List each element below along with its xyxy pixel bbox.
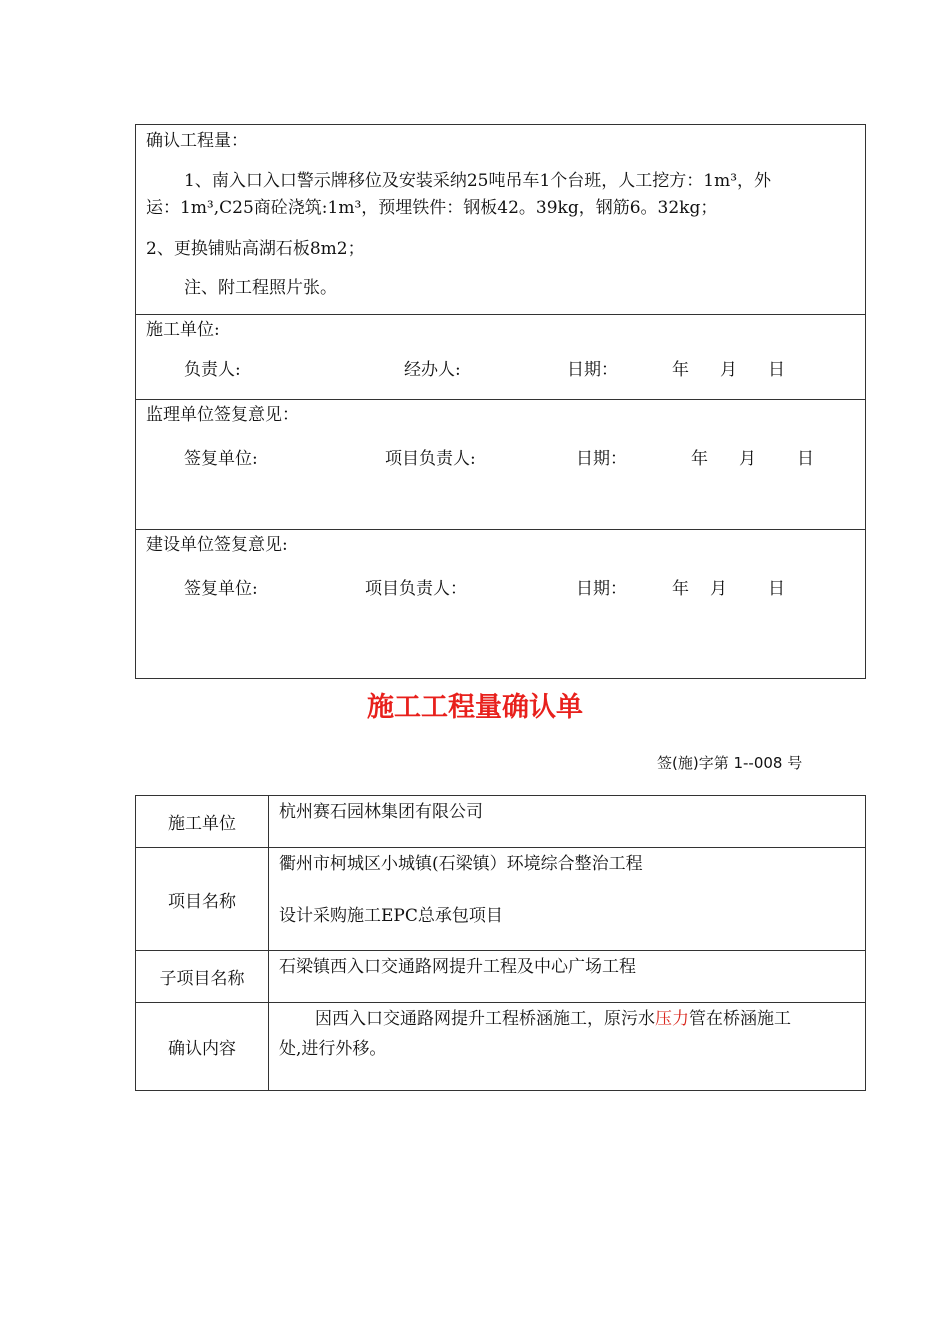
divider — [136, 314, 865, 315]
project-name-line1: 衢州市柯城区小城镇(石梁镇）环境综合整治工程 — [279, 854, 643, 874]
table-row — [136, 796, 866, 848]
contractor-month-label: 月 — [720, 360, 737, 380]
quantity-item1-line2: 运：1m³,C25商砼浇筑:1m³，预埋铁件：钢板42。39kg，钢筋6。32kg； — [146, 198, 718, 218]
quantity-heading: 确认工程量： — [146, 131, 248, 151]
supervisor-project-manager-label: 项目负责人: — [385, 449, 476, 469]
confirm-content-cell — [269, 1003, 866, 1091]
project-name-cell — [269, 848, 866, 951]
contractor-date-label: 日期： — [567, 360, 618, 380]
construction-unit-cell — [269, 796, 866, 848]
project-name-label: 项目名称 — [136, 848, 269, 951]
sub-project-name-value: 石梁镇西入口交通路网提升工程及中心广场工程 — [279, 957, 636, 977]
confirm-content-line1 — [269, 1003, 865, 1035]
contractor-responsible-label: 负责人: — [184, 360, 241, 380]
quantity-item1-line1: 1、南入口入口警示牌移位及安装采纳25吨吊车1个台班，人工挖方：1m³，外 — [184, 171, 772, 191]
owner-heading: 建设单位签复意见: — [146, 535, 288, 555]
construction-unit-value: 杭州赛石园林集团有限公司 — [279, 802, 483, 822]
confirm-content-text-after: 管在桥涵施工 — [689, 1009, 791, 1029]
contractor-handler-label: 经办人: — [404, 360, 461, 380]
supervisor-sign-unit-label: 签复单位: — [184, 449, 258, 469]
sub-project-name-label: 子项目名称 — [136, 951, 269, 1003]
contractor-day-label: 日 — [768, 360, 785, 380]
upper-form-table — [135, 124, 866, 679]
table-row — [136, 1003, 866, 1091]
table-row — [136, 848, 866, 951]
supervisor-day-label: 日 — [797, 449, 814, 469]
sub-project-name-cell — [269, 951, 866, 1003]
divider — [136, 399, 865, 400]
quantity-item2: 2、更换铺贴高湖石板8m2； — [146, 239, 365, 259]
document-number: 签(施)字第 1--008 号 — [657, 754, 803, 772]
supervisor-month-label: 月 — [739, 449, 756, 469]
confirm-content-text-before: 因西入口交通路网提升工程桥涵施工，原污水 — [315, 1009, 655, 1029]
supervisor-heading: 监理单位签复意见： — [146, 405, 299, 425]
owner-date-label: 日期： — [576, 579, 627, 599]
owner-project-manager-label: 项目负责人： — [365, 579, 467, 599]
quantity-note: 注、附工程照片张。 — [184, 278, 337, 298]
owner-month-label: 月 — [710, 579, 727, 599]
owner-year-label: 年 — [672, 579, 689, 599]
owner-day-label: 日 — [768, 579, 785, 599]
contractor-heading: 施工单位: — [146, 320, 220, 340]
divider — [136, 529, 865, 530]
contractor-year-label: 年 — [672, 360, 689, 380]
confirm-content-line2: 处,进行外移。 — [279, 1039, 387, 1059]
table-row — [136, 951, 866, 1003]
form-title: 施工工程量确认单 — [367, 692, 583, 723]
project-name-line2: 设计采购施工EPC总承包项目 — [279, 906, 503, 926]
project-info-table — [135, 795, 866, 1091]
supervisor-date-label: 日期： — [576, 449, 627, 469]
confirm-content-label: 确认内容 — [136, 1003, 269, 1091]
supervisor-year-label: 年 — [691, 449, 708, 469]
owner-sign-unit-label: 签复单位: — [184, 579, 258, 599]
confirm-content-highlight: 压力 — [655, 1009, 689, 1029]
construction-unit-label: 施工单位 — [136, 796, 269, 848]
